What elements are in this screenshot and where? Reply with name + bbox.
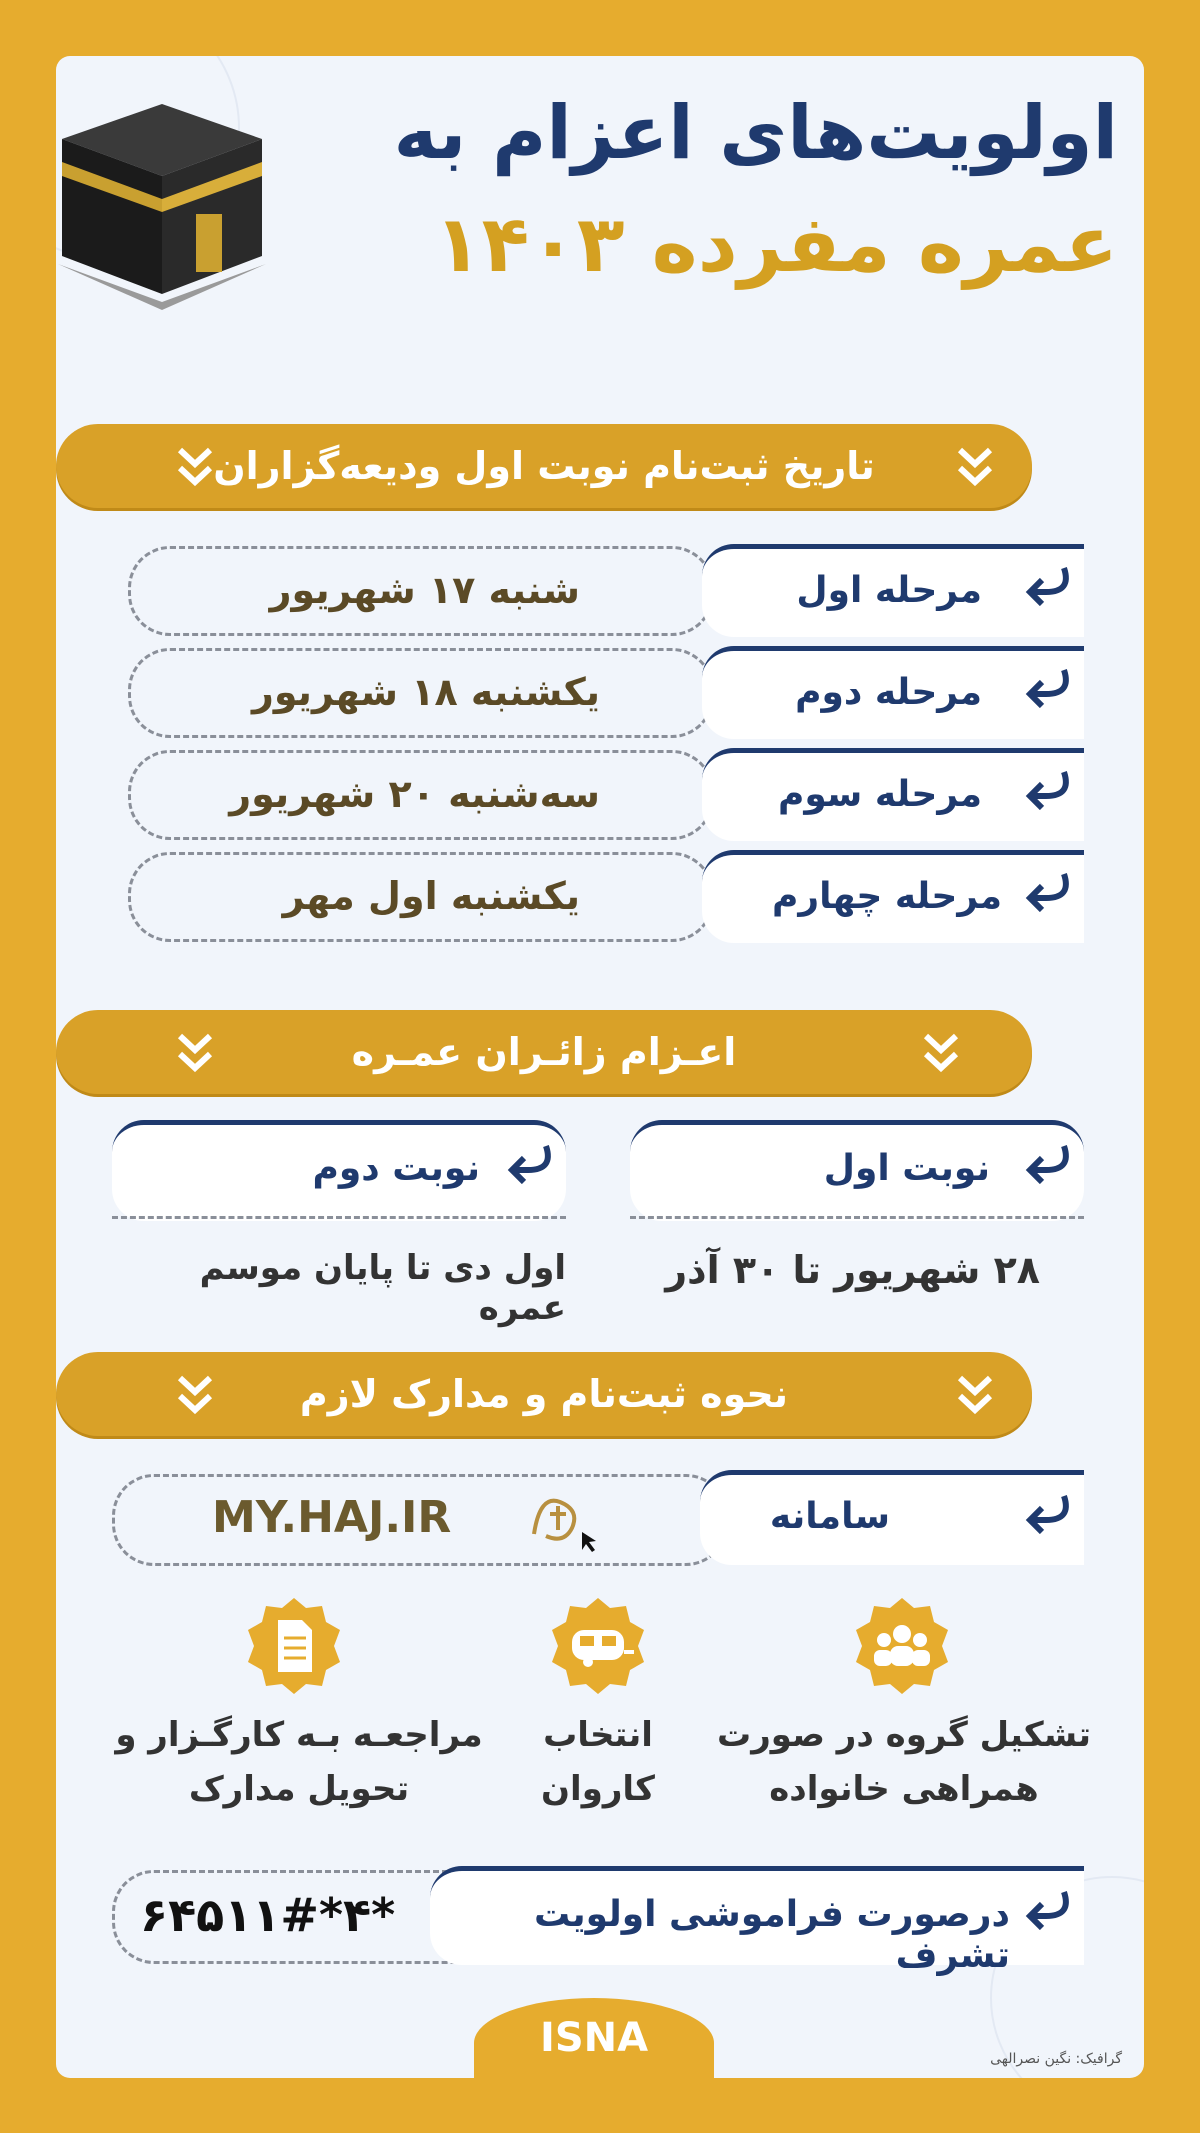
group-icon [852, 1596, 952, 1696]
section-banner-dispatch [56, 1010, 1032, 1094]
system-label: سامانه [769, 1496, 890, 1537]
section-title: نحوه ثبت‌نام و مدارک لازم [299, 1372, 789, 1416]
system-url[interactable]: MY.HAJ.IR [212, 1492, 452, 1543]
curved-arrow-icon [1024, 1494, 1074, 1534]
curved-arrow-icon [1024, 566, 1074, 606]
stage-value: یکشنبه ۱۸ شهریور [251, 670, 600, 714]
stage-label: مرحله چهارم [771, 876, 1002, 917]
stage-value: یکشنبه اول مهر [282, 874, 580, 918]
stage-value: سه‌شنبه ۲۰ شهریور [229, 772, 600, 816]
credit-text: گرافیک: نگین نصرالهی [990, 2051, 1122, 2067]
step-caption-line: کاروان [541, 1769, 655, 1809]
turn-value: ۲۸ شهریور تا ۳۰ آذر [665, 1248, 1040, 1292]
step-caption-line: همراهی خانواده [769, 1769, 1039, 1809]
brand-logo: ISNA [474, 1998, 714, 2088]
stage-label: مرحله دوم [795, 672, 982, 713]
caravan-icon [548, 1596, 648, 1696]
step-caption-line: تحویل مدارک [188, 1769, 410, 1809]
ussd-code: *۴*۶۴۵۱۱# [140, 1888, 396, 1942]
divider [630, 1216, 1084, 1219]
stage-value: شنبه ۱۷ شهریور [269, 568, 580, 612]
chevron-down-icon [920, 1028, 962, 1076]
stage-label: مرحله سوم [777, 774, 982, 815]
step-caption-line: تشکیل گروه در صورت [717, 1715, 1091, 1755]
curved-arrow-icon [1024, 1144, 1074, 1184]
curved-arrow-icon [1024, 668, 1074, 708]
ussd-label: درصورت فراموشی اولویت تشرف [534, 1894, 1010, 1976]
step-caption [478, 1708, 718, 1816]
curved-arrow-icon [506, 1144, 556, 1184]
chevron-down-icon [954, 1370, 996, 1418]
step-caption-line: انتخاب [543, 1715, 653, 1755]
curved-arrow-icon [1024, 872, 1074, 912]
section-banner-registration [56, 424, 1032, 508]
step-caption-line: مراجعـه بـه کارگـزار و [115, 1715, 483, 1755]
chevron-down-icon [954, 442, 996, 490]
curved-arrow-icon [1024, 770, 1074, 810]
turn-value: اول دی تا پایان موسم عمره [199, 1248, 566, 1328]
divider [112, 1216, 566, 1219]
step-caption [104, 1708, 494, 1816]
page-title: اولویت‌های اعزام به [393, 90, 1118, 176]
chevron-down-icon [174, 442, 216, 490]
page-subtitle: عمره مفرده ۱۴۰۳ [434, 200, 1118, 290]
kaaba-icon [56, 84, 268, 314]
section-title: تاریخ ثبت‌نام نوبت اول ودیعه‌گزاران [213, 444, 875, 488]
chevron-down-icon [174, 1370, 216, 1418]
document-icon [244, 1596, 344, 1696]
hajj-logo-icon [520, 1484, 600, 1554]
turn-label: نوبت اول [823, 1148, 990, 1189]
chevron-down-icon [174, 1028, 216, 1076]
section-banner-registration-docs [56, 1352, 1032, 1436]
turn-label: نوبت دوم [312, 1148, 480, 1189]
curved-arrow-icon [1024, 1890, 1074, 1930]
stage-label: مرحله اول [796, 570, 982, 611]
section-title: اعـزام زائـران عمـره [351, 1030, 737, 1074]
step-caption [714, 1708, 1094, 1816]
